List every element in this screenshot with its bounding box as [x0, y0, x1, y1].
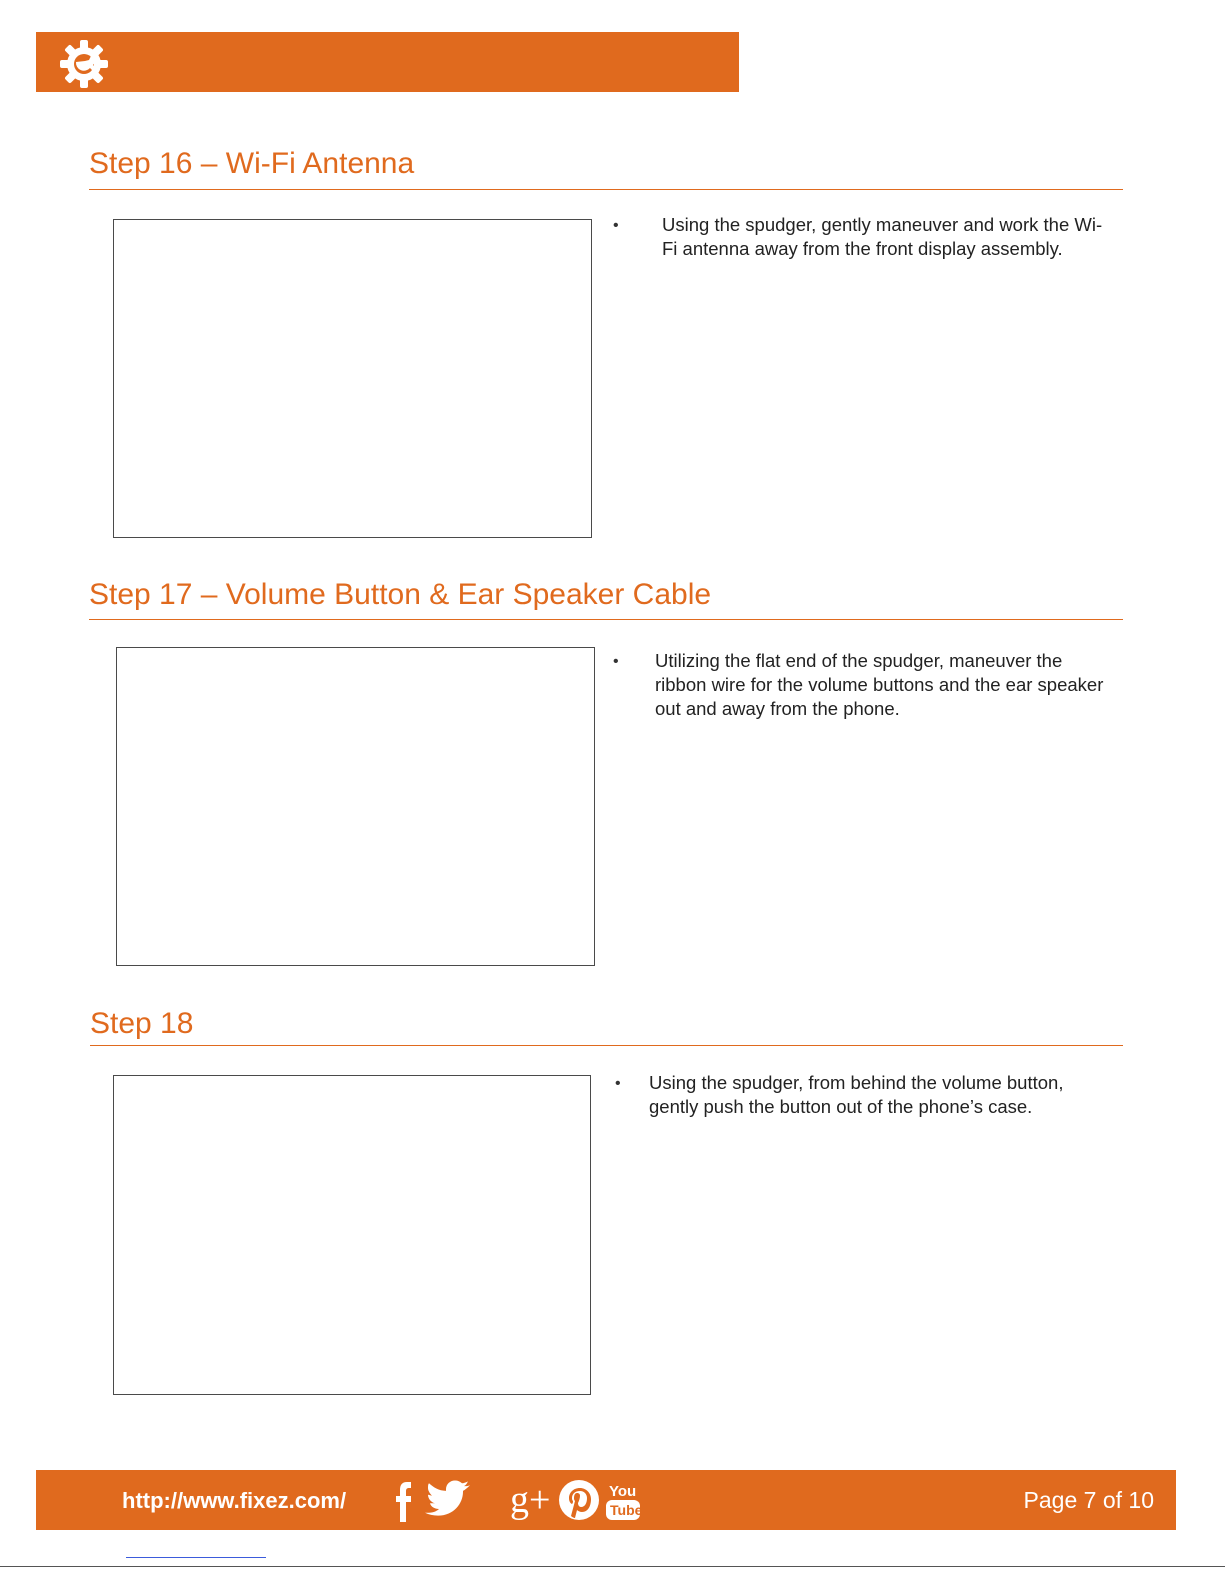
facebook-icon[interactable]	[396, 1482, 411, 1522]
step-18-photo	[113, 1075, 591, 1395]
footer-bar	[36, 1470, 1176, 1530]
step-16-title: Step 16 – Wi-Fi Antenna	[89, 147, 415, 180]
step-18-bullet: •	[615, 1075, 621, 1092]
step-16-bullet: •	[613, 217, 619, 234]
pinterest-icon[interactable]	[559, 1480, 599, 1520]
step-16-divider	[89, 189, 1123, 190]
google-plus-icon[interactable]: g+	[510, 1479, 551, 1521]
step-17-photo	[116, 647, 595, 966]
gear-wrench-logo-icon	[58, 38, 110, 90]
step-18-instruction: Using the spudger, from behind the volume button, gently push the button out of the phone’s case.	[649, 1072, 1064, 1117]
step-16-photo	[113, 219, 592, 538]
step-17-divider	[89, 619, 1123, 620]
bottom-link-underline	[126, 1557, 266, 1558]
page-number: Page 7 of 10	[1023, 1487, 1154, 1513]
svg-text:You: You	[609, 1483, 637, 1500]
step-17-instruction: Utilizing the flat end of the spudger, maneuver the ribbon wire for the volume buttons and the ear speaker out and away from the phone.	[655, 650, 1104, 719]
twitter-icon[interactable]	[425, 1480, 470, 1515]
social-icons	[392, 1476, 652, 1524]
header-bar	[36, 32, 739, 92]
step-16-instruction: Using the spudger, gently maneuver and work the Wi-Fi antenna away from the front display assembly.	[662, 214, 1103, 259]
footer-website-link[interactable]: http://www.fixez.com/	[122, 1488, 347, 1513]
step-18-title: Step 18	[90, 1007, 194, 1040]
step-18-divider	[90, 1045, 1123, 1046]
svg-text:Tube: Tube	[610, 1502, 643, 1518]
step-17-title: Step 17 – Volume Button & Ear Speaker Cable	[89, 578, 712, 611]
step-17-bullet: •	[613, 653, 619, 670]
youtube-icon[interactable]	[606, 1483, 643, 1520]
bottom-divider	[0, 1566, 1225, 1567]
